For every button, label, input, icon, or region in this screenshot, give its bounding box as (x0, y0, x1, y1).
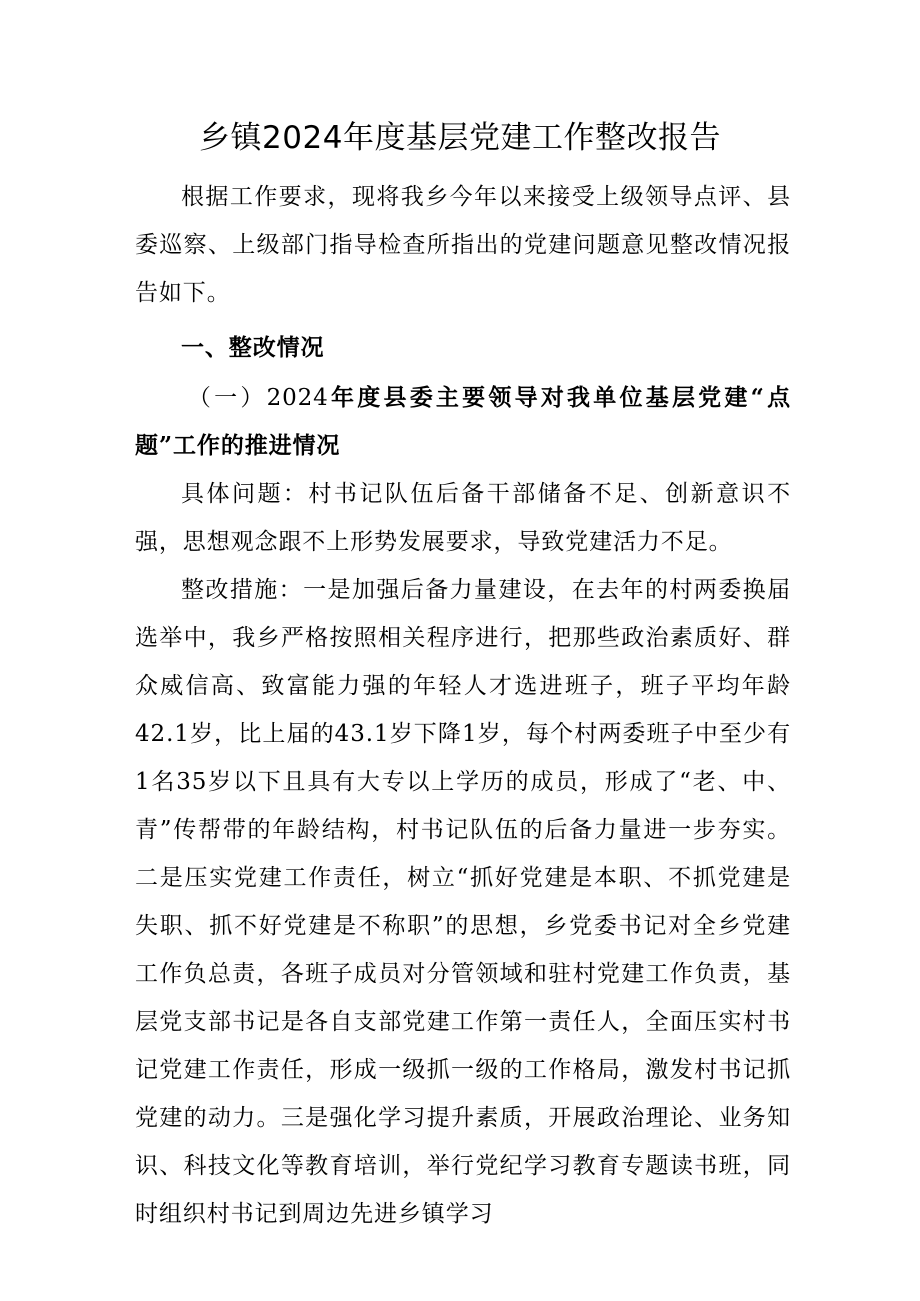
section-heading: 一、整改情况 (181, 334, 325, 361)
measures-paragraph: 整改措施：一是加强后备力量建设，在去年的村两委换届选举中，我乡严格按照相关程序进行，把那些政治素质好、群众威信高、致富能力强的年轻人才选进班子，班子平均年龄42.1岁，比上届的43.1岁下降1岁，每个村两委班子中至少有1名35岁以下且具有大专以上学历的成员，形成了“老、中、青”传帮带的年龄结构，村书记队伍的后备力量进一步夯实。二是压实党建工作责任，树立“抓好党建是本职、不抓党建是失职、抓不好党建是不称职”的思想，乡党委书记对全乡党建工作负总责，各班子成员对分管领域和驻村党建工作负责，基层党支部书记是各自支部党建工作第一责任人，全面压实村书记党建工作责任，形成一级抓一级的工作格局，激发村书记抓党建的动力。三是强化学习提升素质，开展政治理论、业务知识、科技文化等教育培训，举行党纪学习教育专题读书班，同时组织村书记到周边先进乡镇学习 (135, 577, 791, 1227)
document-body (135, 173, 791, 1238)
intro-paragraph: 根据工作要求，现将我乡今年以来接受上级领导点评、县委巡察、上级部门指导检查所指出的党建问题意见整改情况报告如下。 (135, 184, 791, 306)
document-title: 乡镇2024年度基层党建工作整改报告 (199, 120, 721, 156)
subsection-title: 年度县委主要领导对我单位基层党建“点题”工作的推进情况 (135, 384, 791, 459)
subsection-number: （一）2024 (187, 385, 329, 411)
problem-paragraph: 具体问题：村书记队伍后备干部储备不足、创新意识不强，思想观念跟不上形势发展要求，导致党建活力不足。 (135, 481, 791, 555)
subsection-heading (135, 374, 791, 470)
